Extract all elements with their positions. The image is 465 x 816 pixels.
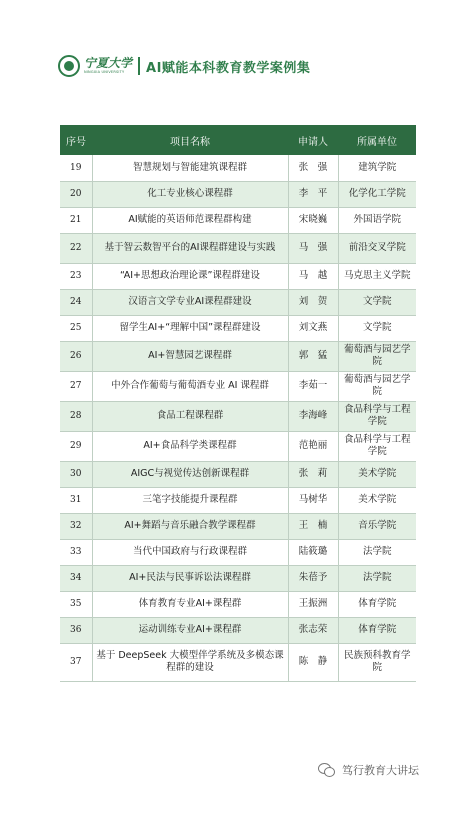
table-row bbox=[60, 207, 416, 233]
table-row bbox=[60, 431, 416, 461]
header-divider bbox=[138, 57, 140, 75]
cell-applicant: 朱蓓予 bbox=[288, 565, 338, 591]
cell-project-name: 当代中国政府与行政课程群 bbox=[92, 539, 288, 565]
cell-no: 32 bbox=[60, 513, 92, 539]
cell-unit: 文学院 bbox=[338, 289, 416, 315]
cell-unit: 美术学院 bbox=[338, 461, 416, 487]
table-row bbox=[60, 289, 416, 315]
column-header-applicant: 申请人 bbox=[288, 125, 338, 155]
table-header bbox=[60, 125, 416, 155]
table-row bbox=[60, 181, 416, 207]
cell-unit: 体育学院 bbox=[338, 617, 416, 643]
cell-applicant: 郭 猛 bbox=[288, 341, 338, 371]
cell-applicant: 陈 静 bbox=[288, 643, 338, 681]
table-row bbox=[60, 263, 416, 289]
cell-project-name: AI+智慧园艺课程群 bbox=[92, 341, 288, 371]
page-title: AI赋能本科教育教学案例集 bbox=[146, 60, 311, 76]
table-row bbox=[60, 401, 416, 431]
cell-applicant: 马树华 bbox=[288, 487, 338, 513]
project-table bbox=[60, 125, 416, 682]
cell-project-name: “AI+思想政治理论课”课程群建设 bbox=[92, 263, 288, 289]
cell-no: 23 bbox=[60, 263, 92, 289]
cell-project-name: 基于 DeepSeek 大模型伴学系统及多模态课程群的建设 bbox=[92, 643, 288, 681]
page-header bbox=[58, 55, 310, 77]
footer-text: 笃行教育大讲坛 bbox=[342, 764, 419, 777]
cell-no: 27 bbox=[60, 371, 92, 401]
cell-unit: 文学院 bbox=[338, 315, 416, 341]
table-row bbox=[60, 461, 416, 487]
cell-project-name: 中外合作葡萄与葡萄酒专业 AI 课程群 bbox=[92, 371, 288, 401]
cell-unit: 葡萄酒与园艺学院 bbox=[338, 371, 416, 401]
column-header-unit: 所属单位 bbox=[338, 125, 416, 155]
table-row bbox=[60, 233, 416, 263]
table-row bbox=[60, 565, 416, 591]
table-row bbox=[60, 643, 416, 681]
cell-no: 22 bbox=[60, 233, 92, 263]
column-header-name: 项目名称 bbox=[92, 125, 288, 155]
cell-project-name: AI+食品科学类课程群 bbox=[92, 431, 288, 461]
table-row bbox=[60, 539, 416, 565]
cell-no: 31 bbox=[60, 487, 92, 513]
cell-unit: 葡萄酒与园艺学院 bbox=[338, 341, 416, 371]
cell-unit: 体育学院 bbox=[338, 591, 416, 617]
table-row bbox=[60, 315, 416, 341]
table-row bbox=[60, 341, 416, 371]
column-header-no: 序号 bbox=[60, 125, 92, 155]
cell-no: 24 bbox=[60, 289, 92, 315]
logo-english-name: NINGXIA UNIVERSITY bbox=[84, 70, 125, 75]
cell-no: 35 bbox=[60, 591, 92, 617]
cell-project-name: 基于智云数智平台的AI课程群建设与实践 bbox=[92, 233, 288, 263]
cell-unit: 法学院 bbox=[338, 539, 416, 565]
cell-unit: 法学院 bbox=[338, 565, 416, 591]
cell-project-name: 体育教育专业AI+课程群 bbox=[92, 591, 288, 617]
cell-applicant: 刘 贺 bbox=[288, 289, 338, 315]
logo-wordmark bbox=[84, 57, 132, 75]
cell-project-name: AI+民法与民事诉讼法课程群 bbox=[92, 565, 288, 591]
cell-applicant: 陆筱璐 bbox=[288, 539, 338, 565]
cell-no: 21 bbox=[60, 207, 92, 233]
cell-unit: 食品科学与工程学院 bbox=[338, 431, 416, 461]
cell-no: 19 bbox=[60, 155, 92, 181]
cell-unit: 食品科学与工程学院 bbox=[338, 401, 416, 431]
cell-applicant: 张 强 bbox=[288, 155, 338, 181]
footer-watermark bbox=[318, 762, 419, 778]
cell-unit: 化学化工学院 bbox=[338, 181, 416, 207]
table-row bbox=[60, 155, 416, 181]
table-row bbox=[60, 617, 416, 643]
cell-no: 33 bbox=[60, 539, 92, 565]
cell-applicant: 李海峰 bbox=[288, 401, 338, 431]
table-row bbox=[60, 513, 416, 539]
table-row bbox=[60, 371, 416, 401]
cell-applicant: 李茹一 bbox=[288, 371, 338, 401]
cell-no: 37 bbox=[60, 643, 92, 681]
cell-project-name: AI+舞蹈与音乐融合教学课程群 bbox=[92, 513, 288, 539]
cell-project-name: 三笔字技能提升课程群 bbox=[92, 487, 288, 513]
cell-project-name: 汉语言文学专业AI课程群建设 bbox=[92, 289, 288, 315]
cell-project-name: AI赋能的英语师范课程群构建 bbox=[92, 207, 288, 233]
cell-project-name: 化工专业核心课程群 bbox=[92, 181, 288, 207]
table-row bbox=[60, 591, 416, 617]
cell-unit: 外国语学院 bbox=[338, 207, 416, 233]
cell-applicant: 范艳丽 bbox=[288, 431, 338, 461]
cell-unit: 民族预科教育学院 bbox=[338, 643, 416, 681]
cell-no: 28 bbox=[60, 401, 92, 431]
cell-unit: 音乐学院 bbox=[338, 513, 416, 539]
cell-applicant: 马 强 bbox=[288, 233, 338, 263]
cell-project-name: 智慧规划与智能建筑课程群 bbox=[92, 155, 288, 181]
cell-project-name: 食品工程课程群 bbox=[92, 401, 288, 431]
cell-project-name: 运动训练专业AI+课程群 bbox=[92, 617, 288, 643]
cell-applicant: 张志荣 bbox=[288, 617, 338, 643]
logo-name: 宁夏大学 bbox=[84, 56, 133, 71]
cell-no: 30 bbox=[60, 461, 92, 487]
cell-applicant: 宋晓巍 bbox=[288, 207, 338, 233]
cell-project-name: 留学生AI+“理解中国”课程群建设 bbox=[92, 315, 288, 341]
cell-applicant: 王振洲 bbox=[288, 591, 338, 617]
cell-no: 36 bbox=[60, 617, 92, 643]
university-logo-icon bbox=[58, 55, 80, 77]
cell-applicant: 李 平 bbox=[288, 181, 338, 207]
table-row bbox=[60, 487, 416, 513]
cell-no: 34 bbox=[60, 565, 92, 591]
cell-unit: 美术学院 bbox=[338, 487, 416, 513]
wechat-icon bbox=[318, 763, 336, 777]
cell-applicant: 刘文燕 bbox=[288, 315, 338, 341]
cell-no: 29 bbox=[60, 431, 92, 461]
cell-no: 25 bbox=[60, 315, 92, 341]
cell-applicant: 张 莉 bbox=[288, 461, 338, 487]
cell-unit: 建筑学院 bbox=[338, 155, 416, 181]
cell-no: 20 bbox=[60, 181, 92, 207]
cell-applicant: 马 越 bbox=[288, 263, 338, 289]
table-body bbox=[60, 155, 416, 681]
cell-project-name: AIGC与视觉传达创新课程群 bbox=[92, 461, 288, 487]
cell-unit: 前沿交叉学院 bbox=[338, 233, 416, 263]
cell-applicant: 王 楠 bbox=[288, 513, 338, 539]
cell-unit: 马克思主义学院 bbox=[338, 263, 416, 289]
cell-no: 26 bbox=[60, 341, 92, 371]
